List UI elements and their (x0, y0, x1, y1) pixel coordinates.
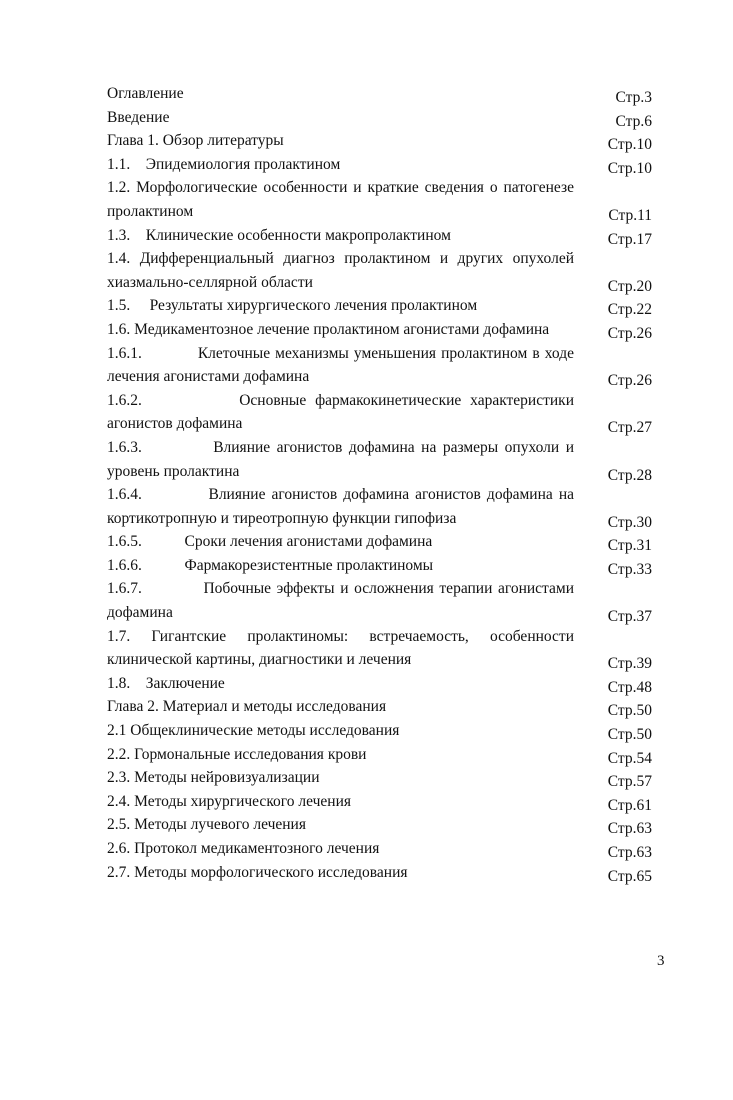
table-of-contents (107, 82, 652, 884)
toc-entry-title: 1.6.5. Сроки лечения агонистами дофамина (107, 533, 433, 551)
toc-entry-title: 2.1 Общеклинические методы исследования (107, 722, 400, 740)
toc-entry-title: 2.6. Протокол медикаментозного лечения (107, 840, 380, 857)
toc-entry-title: 1.7. Гигантские пролактиномы: встречаемость, особенности клинической картины, диагностики и лечения (107, 627, 574, 669)
toc-entry-page: Стр.50 (607, 726, 652, 744)
toc-entry-page: Стр.54 (607, 749, 652, 767)
page-number: 3 (657, 953, 665, 969)
toc-entry-title: 1.6.4. Влияние агонистов дофамина агонистов дофамина на кортикотропную и тиреотропную функции гипофиза (107, 486, 578, 527)
toc-entry-page: Стр.63 (607, 844, 652, 861)
toc-entry-page: Стр.11 (608, 206, 652, 224)
toc-entry (107, 766, 652, 790)
toc-entry-title: Введение (107, 108, 170, 126)
toc-entry-title: 1.6. Медикаментозное лечение пролактином агонистами дофамина (107, 320, 550, 338)
toc-entry-page: Стр.57 (607, 773, 652, 791)
toc-entry-title: Глава 2. Материал и методы исследования (107, 698, 387, 716)
toc-entry (107, 483, 652, 530)
toc-entry-page: Стр.6 (615, 112, 652, 130)
toc-entry (107, 342, 652, 389)
toc-entry-title: Оглавление (107, 85, 184, 102)
toc-entry-page: Стр.10 (607, 159, 652, 177)
toc-entry (107, 813, 652, 837)
toc-entry-title: 1.2. Морфологические особенности и краткие сведения о патогенезе пролактином (107, 179, 574, 220)
toc-entry (107, 318, 652, 342)
toc-entry-title: 1.1. Эпидемиология пролактином (107, 155, 341, 173)
toc-entry-page: Стр.10 (607, 136, 652, 154)
toc-entry-page: Стр.30 (607, 513, 652, 531)
toc-entry-title: 1.6.2. Основные фармакокинетические характеристики агонистов дофамина (107, 391, 578, 433)
toc-entry (107, 82, 652, 106)
toc-entry-page: Стр.37 (607, 608, 652, 626)
toc-entry (107, 861, 652, 885)
toc-entry-page: Стр.28 (607, 466, 652, 484)
toc-entry (107, 530, 652, 554)
toc-entry (107, 247, 652, 294)
toc-entry (107, 129, 652, 153)
toc-entry (107, 294, 652, 318)
toc-entry-page: Стр.27 (607, 419, 652, 437)
toc-entry-title: 2.3. Методы нейровизуализации (107, 769, 320, 787)
toc-entry-page: Стр.33 (607, 560, 652, 578)
toc-entry (107, 106, 652, 130)
toc-entry-page: Стр.26 (607, 372, 652, 390)
toc-entry-page: Стр.50 (607, 702, 652, 720)
toc-entry-title: Глава 1. Обзор литературы (107, 132, 284, 150)
toc-entry-title: 1.6.7. Побочные эффекты и осложнения терапии агонистами дофамина (107, 580, 578, 622)
toc-entry (107, 719, 652, 743)
toc-entry-title: 1.4. Дифференциальный диагноз пролактином и других опухолей хиазмально-селлярной области (107, 250, 574, 291)
toc-entry-title: 1.6.3. Влияние агонистов дофамина на размеры опухоли и уровень пролактина (107, 438, 578, 480)
toc-entry-page: Стр.39 (607, 655, 652, 673)
toc-entry (107, 176, 652, 223)
toc-entry-title: 2.4. Методы хирургического лечения (107, 792, 352, 810)
toc-entry-page: Стр.20 (607, 277, 652, 295)
toc-entry-title: 1.6.6. Фармакорезистентные пролактиномы (107, 556, 434, 574)
toc-entry (107, 153, 652, 177)
toc-entry (107, 436, 652, 483)
toc-entry-title: 2.5. Методы лучевого лечения (107, 816, 306, 834)
toc-entry-page: Стр.63 (607, 820, 652, 838)
toc-entry-page: Стр.61 (607, 796, 652, 814)
toc-entry-title: 1.5. Результаты хирургического лечения пролактином (107, 297, 478, 315)
toc-entry-page: Стр.48 (607, 678, 652, 696)
toc-entry-title: 2.7. Методы морфологического исследования (107, 863, 408, 881)
toc-entry (107, 743, 652, 767)
toc-entry-page: Стр.26 (607, 324, 652, 342)
toc-entry (107, 837, 652, 861)
toc-entry (107, 389, 652, 436)
toc-entry (107, 577, 652, 624)
toc-entry (107, 695, 652, 719)
toc-entry (107, 672, 652, 696)
toc-entry-page: Стр.22 (607, 301, 652, 319)
toc-entry-page: Стр.3 (615, 89, 652, 106)
toc-entry-title: 1.6.1. Клеточные механизмы уменьшения пролактином в ходе лечения агонистами дофамина (107, 344, 578, 386)
toc-entry (107, 224, 652, 248)
toc-entry (107, 790, 652, 814)
toc-entry-page: Стр.17 (607, 230, 652, 248)
toc-entry-page: Стр.65 (607, 867, 652, 885)
toc-entry (107, 625, 652, 672)
toc-entry-title: 1.3. Клинические особенности макропролактином (107, 226, 451, 244)
toc-entry-page: Стр.31 (607, 537, 652, 555)
toc-entry (107, 554, 652, 578)
toc-entry-title: 2.2. Гормональные исследования крови (107, 745, 367, 763)
toc-entry-title: 1.8. Заключение (107, 674, 225, 692)
